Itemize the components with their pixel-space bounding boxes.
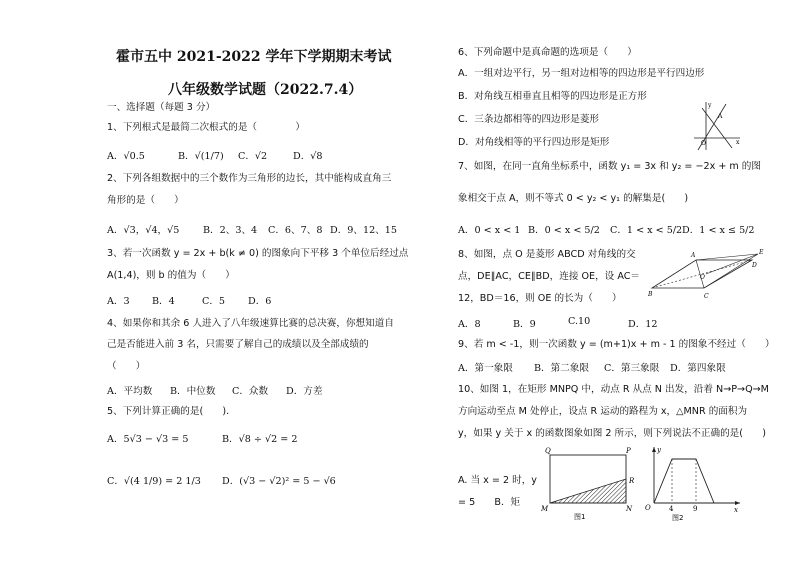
q5-text: 5、下列计算正确的是( ). <box>107 406 230 417</box>
q10-opt-a-part2: = 5 B．矩 <box>458 497 521 508</box>
q1-text: 1、下列根式是最简二次根式的是（ ） <box>107 122 305 133</box>
q6-text: 6、下列命题中是真命题的选项是（ ） <box>458 47 637 58</box>
q7-label-a: A <box>718 113 723 120</box>
q9-text: 9、若 m < -1，则一次函数 y = (m+1)x + m - 1 的图象不经过（ ） <box>458 339 775 350</box>
q8-label-a: A <box>691 252 696 259</box>
q8-label-b: B <box>648 291 653 298</box>
q4-text-3: （ ） <box>107 361 146 372</box>
q10-text-2: 方向运动至点 M 处停止，设点 R 运动的路程为 x，△MNR 的面积为 <box>458 406 748 417</box>
q8-text-1: 8、如图，点 O 是菱形 ABCD 对角线的交 <box>458 249 636 260</box>
q7-label-y: y <box>708 102 712 109</box>
q8-text-2: 点，DE∥AC，CE∥BD，连接 OE，设 AC＝ <box>458 271 641 282</box>
q5-opt-c: C．√(4 1/9) = 2 1/3 <box>107 476 201 487</box>
q7-text-1: 7、如图，在同一直角坐标系中，函数 y₁ = 3x 和 y₂ = −2x + m 的图 <box>458 161 761 172</box>
fig1-label-p: P <box>626 447 631 455</box>
q8-opt-a: A．8 <box>458 319 481 330</box>
q7-opt-b: B．0 < x < 5/2 <box>528 225 600 236</box>
q8-label-e: E <box>759 249 764 256</box>
q2-opt-c: C．6、7、8 <box>268 225 323 236</box>
q10-figure-2 <box>644 443 744 521</box>
section-heading: 一、选择题（每题 3 分） <box>107 102 216 113</box>
q3-opt-a: A．3 <box>107 296 130 307</box>
q3-text-1: 3、若一次函数 y = 2x + b(k ≠ 0) 的图象向下平移 3 个单位后经过点 <box>107 248 409 259</box>
q6-opt-a: A．一组对边平行，另一组对边相等的四边形是平行四边形 <box>458 68 705 79</box>
q7-label-o: O <box>701 140 706 147</box>
q7-opt-a: A．0 < x < 1 <box>458 225 521 236</box>
q8-figure <box>648 244 768 304</box>
page-title: 霍市五中 2021-2022 学年下学期期末考试 <box>116 49 392 65</box>
q2-opt-d: D．9、12、15 <box>330 225 397 236</box>
q7-opt-d: D．1 < x ≤ 5/2 <box>682 225 755 236</box>
q4-text-1: 4、如果你和其余 6 人进入了八年级速算比赛的总决赛，你想知道自 <box>107 318 394 329</box>
q1-opt-a: A．√0.5 <box>107 151 145 162</box>
q10-text-1: 10、如图 1，在矩形 MNPQ 中，动点 R 从点 N 出发，沿着 N→P→Q→M <box>458 384 769 395</box>
q4-opt-a: A．平均数 <box>107 386 153 397</box>
q7-figure <box>692 100 742 152</box>
q8-opt-d: D．12 <box>628 319 658 330</box>
fig1-label-n: N <box>626 505 633 513</box>
q7-text-2: 象相交于点 A，则不等式 0 < y₂ < y₁ 的解集是( ) <box>458 193 689 204</box>
q4-opt-d: D．方差 <box>286 386 323 397</box>
q6-opt-b: B．对角线互相垂直且相等的四边形是正方形 <box>458 91 647 102</box>
q7-opt-c: C．1 < x < 5/2 <box>610 225 683 236</box>
fig2-label-y: y <box>657 446 661 454</box>
q1-opt-c: C．√2 <box>238 151 268 162</box>
q9-opt-c: C．第三象限 <box>604 363 660 374</box>
q6-opt-c: C．三条边都相等的四边形是菱形 <box>458 114 600 125</box>
q8-label-d: D <box>752 262 757 269</box>
q7-label-x: x <box>736 139 740 146</box>
q10-text-3: y，如果 y 关于 x 的函数图象如图 2 所示，则下列说法不正确的是( ) <box>458 428 766 439</box>
q3-opt-d: D．6 <box>248 296 272 307</box>
q4-text-2: 己是否能进入前 3 名，只需要了解自己的成绩以及全部成绩的 <box>107 339 369 350</box>
q2-text-2: 角形的是（ ） <box>107 195 184 206</box>
q8-label-o: O <box>700 274 705 281</box>
fig2-tick-9: 9 <box>693 505 698 513</box>
fig1-label-m: M <box>541 505 549 513</box>
q1-opt-b: B．√(1/7) <box>178 151 224 162</box>
q9-opt-b: B．第二象限 <box>534 363 590 374</box>
fig1-label-r: R <box>629 477 635 485</box>
fig2-tick-4: 4 <box>669 505 674 513</box>
fig2-caption: 图2 <box>672 514 684 521</box>
fig1-label-q: Q <box>545 447 551 455</box>
q8-text-3: 12，BD＝16，则 OE 的长为（ ） <box>458 293 622 304</box>
page-subtitle: 八年级数学试题（2022.7.4） <box>168 82 363 98</box>
q5-opt-d: D．(√3 − √2)² = 5 − √6 <box>222 476 336 487</box>
q3-text-2: A(1,4)，则 b 的值为（ ） <box>107 270 235 281</box>
q9-opt-a: A．第一象限 <box>458 363 513 374</box>
q4-opt-c: C．众数 <box>232 386 269 397</box>
q6-opt-d: D．对角线相等的平行四边形是矩形 <box>458 137 610 148</box>
q10-opt-a-part1: A. 当 x = 2 时，y <box>458 475 537 486</box>
q2-opt-b: B．2、3、4 <box>203 225 258 236</box>
q3-opt-b: B．4 <box>152 296 175 307</box>
q8-opt-c: C.10 <box>568 316 591 327</box>
q5-opt-a: A．5√3 − √3 = 5 <box>107 434 189 445</box>
q8-opt-b: B．9 <box>513 319 536 330</box>
fig1-caption: 图1 <box>574 513 586 521</box>
q3-opt-c: C．5 <box>202 296 226 307</box>
q1-opt-d: D．√8 <box>293 151 323 162</box>
q2-opt-a: A．√3，√4，√5 <box>107 225 180 236</box>
q2-text-1: 2、下列各组数据中的三个数作为三角形的边长，其中能构成直角三 <box>107 173 392 184</box>
q10-figure-1 <box>540 445 640 521</box>
fig2-label-x: x <box>734 506 738 514</box>
q4-opt-b: B．中位数 <box>170 386 216 397</box>
fig2-label-o: O <box>645 504 651 512</box>
q5-opt-b: B．√8 ÷ √2 = 2 <box>222 434 298 445</box>
q8-label-c: C <box>704 293 709 300</box>
q9-opt-d: D．第四象限 <box>670 363 726 374</box>
